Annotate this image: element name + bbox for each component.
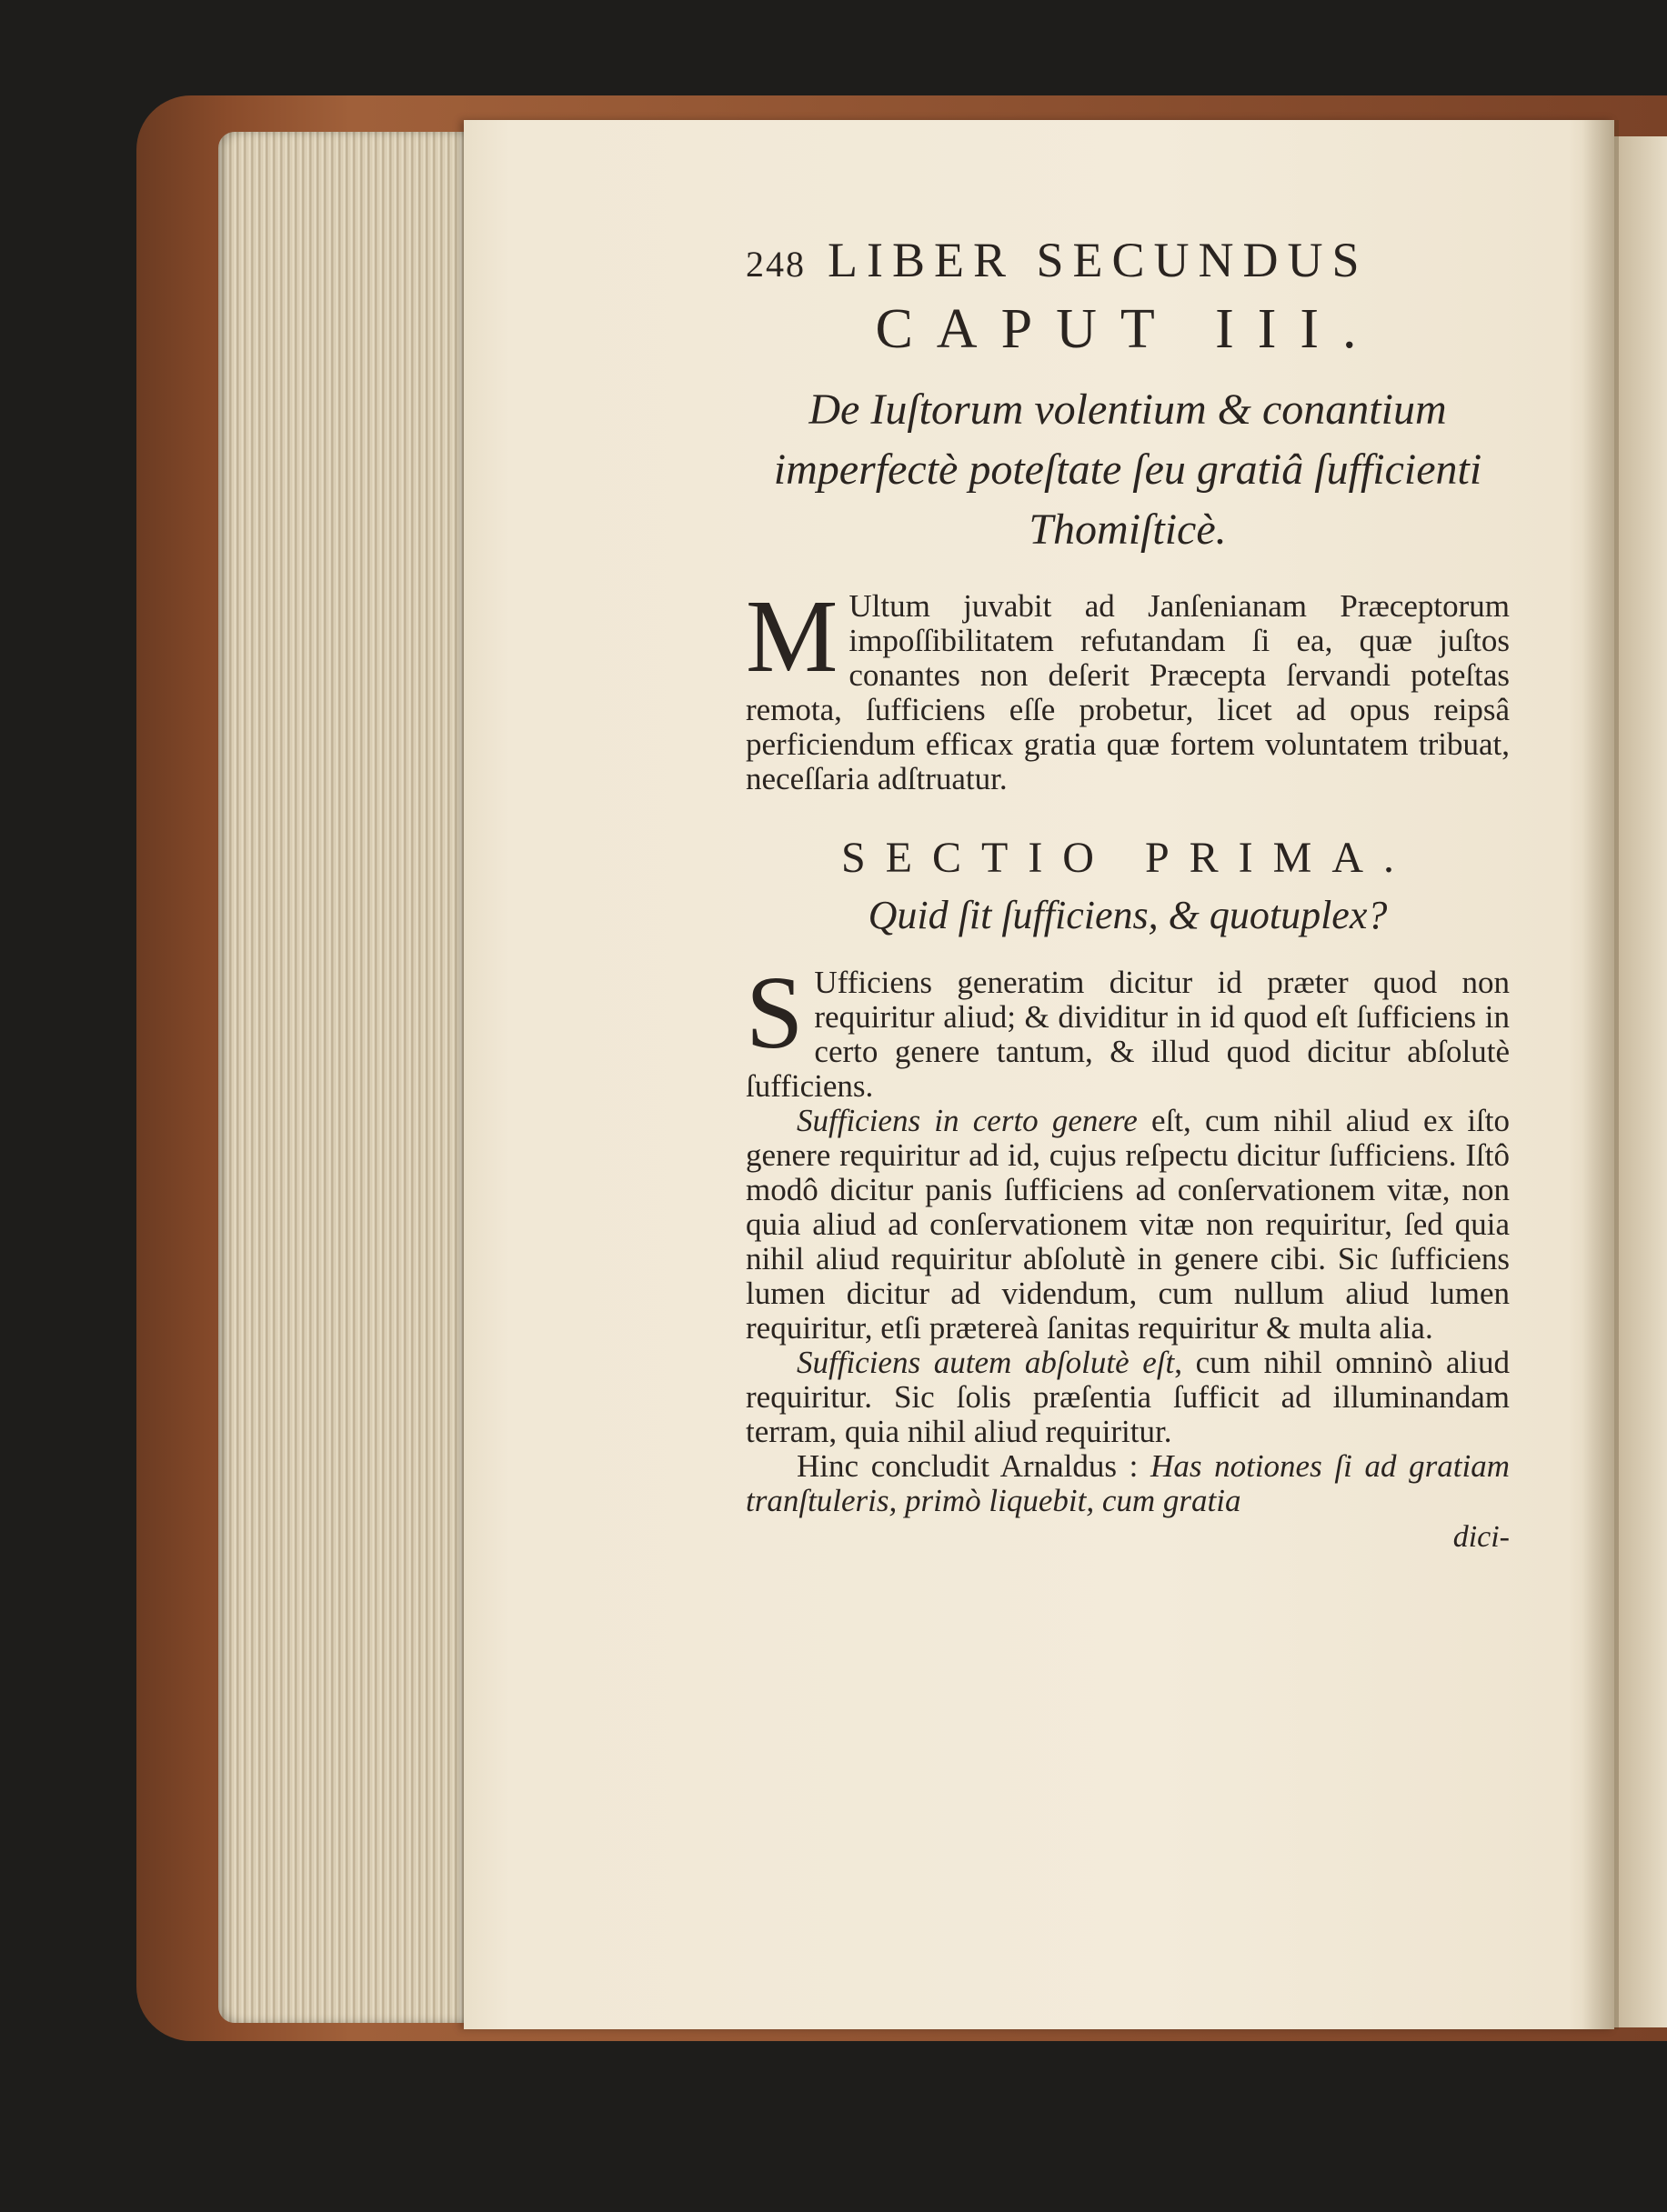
paragraph-1	[746, 955, 1510, 1104]
paragraph-3-text: , cum nihil omninò aliud requiritur. Sic ſolis præſentia ſufficit ad illuminandam terram, quia nihil aliud requiritur.	[746, 1345, 1511, 1449]
paragraph-4	[746, 1449, 1510, 1518]
paragraph-3	[746, 1346, 1510, 1449]
running-head-title: LIBER SECUNDUS	[828, 233, 1369, 287]
intro-text: Ultum juvabit ad Janſenianam Præceptorum impoſſibilitatem refutandam ſi ea, quæ juſtos conantes non deſerit Præcepta ſervandi poteſtas remota, ſufficiens eſſe probetur, licet ad opus reipsâ perficiendum efficax gratia quæ fortem voluntatem tribuat, neceſſaria adſtruatur.	[746, 588, 1510, 796]
chapter-title: De Iuſtorum volentium & conantium imperfectè poteſtate ſeu gratiâ ſufficienti Thomiſticè.	[773, 385, 1482, 554]
paragraph-3-lead: Sufficiens autem abſolutè eſt	[797, 1345, 1175, 1380]
dropcap-m: M	[746, 578, 839, 694]
catchword: dici-	[1452, 1520, 1510, 1554]
paragraph-2-lead: Sufficiens in certo genere	[797, 1103, 1138, 1138]
gutter-shadow	[1582, 120, 1619, 2029]
section-heading: SECTIO PRIMA.	[840, 834, 1415, 882]
running-head	[746, 232, 1510, 288]
intro-paragraph	[746, 578, 1510, 796]
paragraph-4-quote: Has notiones ſi ad gratiam tranſtuleris, primò liquebit, cum gratia	[746, 1448, 1510, 1518]
paragraph-1-text: Ufficiens generatim dicitur id præter quod non requiritur aliud; & dividitur in id quod eſt ſufficiens in certo genere tantum, & illud quod dicitur abſolutè ſufficiens.	[746, 965, 1510, 1104]
chapter-heading: CAPUT III.	[875, 298, 1381, 360]
paragraph-2-text: eſt, cum nihil aliud ex iſto genere requiritur ad id, cujus reſpectu dicitur ſufficiens. Iſtô modô dicitur panis ſufficiens ad conſervationem vitæ, non quia aliud ad conſervationem vitæ non requiritur, ſed quia nihil aliud requiritur abſolutè in genere cibi. Sic ſufficiens lumen dicitur ad videndum, cum nullum aliud lumen requiritur, etſi prætereà ſanitas requiritur & multa alia.	[746, 1103, 1510, 1346]
paragraph-2	[746, 1104, 1510, 1346]
paragraph-4-text: Hinc concludit Arnaldus :	[797, 1448, 1151, 1484]
page-number: 248	[746, 244, 806, 285]
page-edges	[218, 132, 477, 2023]
dropcap-s: S	[746, 955, 804, 1070]
facing-page-edge	[1614, 136, 1667, 2027]
page-text	[746, 232, 1510, 1555]
section-question: Quid ſit ſufficiens, & quotuplex?	[868, 893, 1388, 937]
